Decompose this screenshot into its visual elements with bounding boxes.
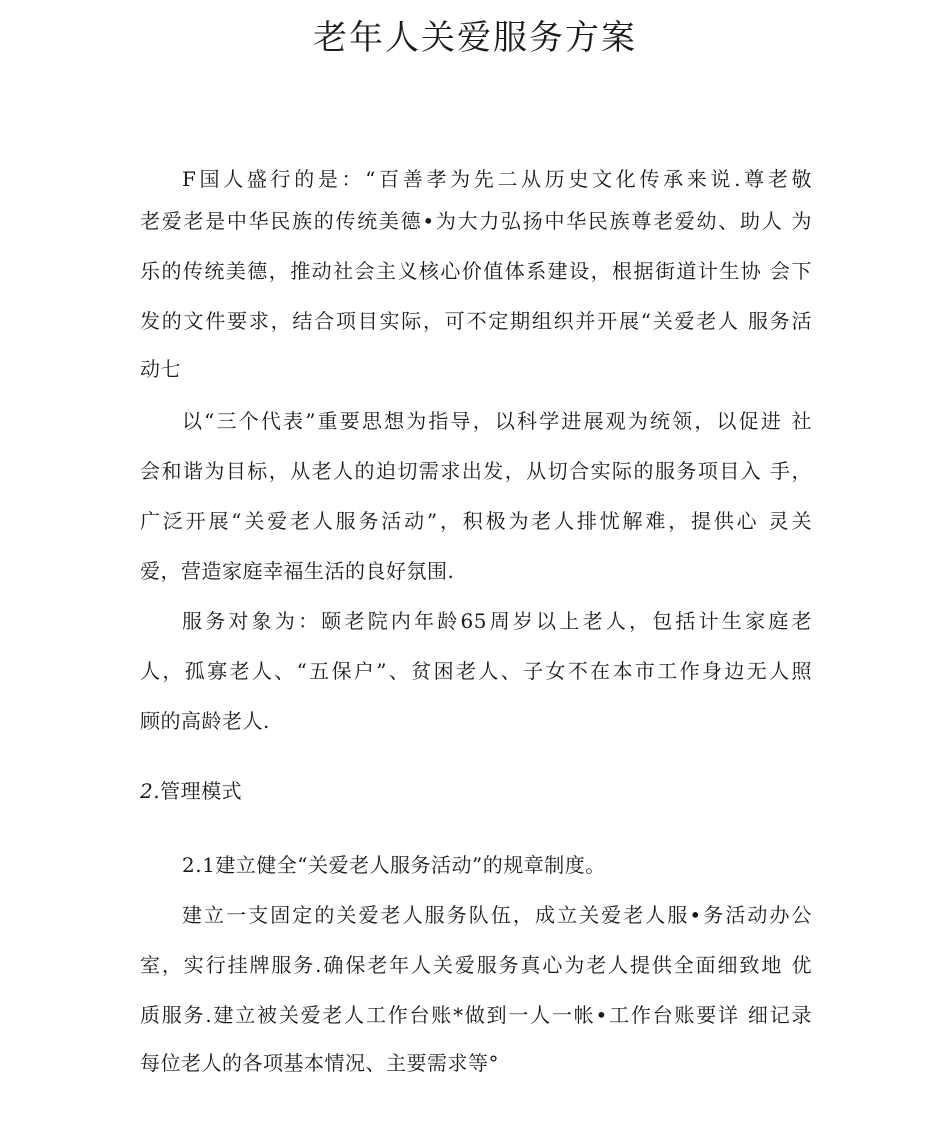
text-line: 顾的高龄老人. bbox=[140, 709, 270, 733]
text-line: 人，孤寡老人、“五保户”、贫困老人、子女不在本市工作身边无人照 bbox=[140, 659, 812, 683]
text-line: 质服务.建立被关爱老人工作台账*做到一人一帐•工作台账要详 细记录 bbox=[140, 1003, 812, 1027]
text-line: 室，实行挂牌服务.确保老年人关爱服务真心为老人提供全面细致地 优 bbox=[140, 953, 812, 977]
text-line: 以“三个代表”重要思想为指导，以科学进展观为统领，以促进 社 bbox=[182, 409, 812, 433]
document-title: 老年人关爱服务方案 bbox=[313, 18, 637, 58]
text-line: 爱，营造家庭幸福生活的良好氛围. bbox=[140, 559, 455, 583]
text-line: 动七 bbox=[140, 357, 181, 381]
text-line: 广泛开展“关爱老人服务活动”，积极为老人排忧解难，提供心 灵关 bbox=[140, 509, 812, 533]
section-title: 管理模式 bbox=[160, 779, 243, 803]
text-line: 发的文件要求，结合项目实际，可不定期组织并开展“关爱老人 服务活 bbox=[140, 309, 812, 333]
text-line: 会和谐为目标，从老人的迫切需求出发，从切合实际的服务项目入 手， bbox=[140, 459, 812, 483]
text-line: 服务对象为：颐老院内年龄65周岁以上老人，包括计生家庭老 bbox=[182, 609, 812, 633]
section-heading bbox=[140, 776, 812, 806]
text-line: F国人盛行的是：“百善孝为先二从历史文化传承来说.尊老敬 bbox=[182, 167, 812, 191]
text-line: 乐的传统美德，推动社会主义核心价值体系建设，根据街道计生协 会下 bbox=[140, 259, 812, 283]
section-number: 2. bbox=[140, 779, 161, 803]
text-line: 每位老人的各项基本情况、主要需求等° bbox=[140, 1051, 499, 1075]
text-line: 建立一支固定的关爱老人服务队伍，成立关爱老人服•务活动办公 bbox=[182, 903, 812, 927]
text-line: 老爱老是中华民族的传统美德•为大力弘扬中华民族尊老爱幼、助人 为 bbox=[140, 209, 812, 233]
subsection-heading: 2.1建立健全“关爱老人服务活动”的规章制度。 bbox=[182, 853, 606, 877]
